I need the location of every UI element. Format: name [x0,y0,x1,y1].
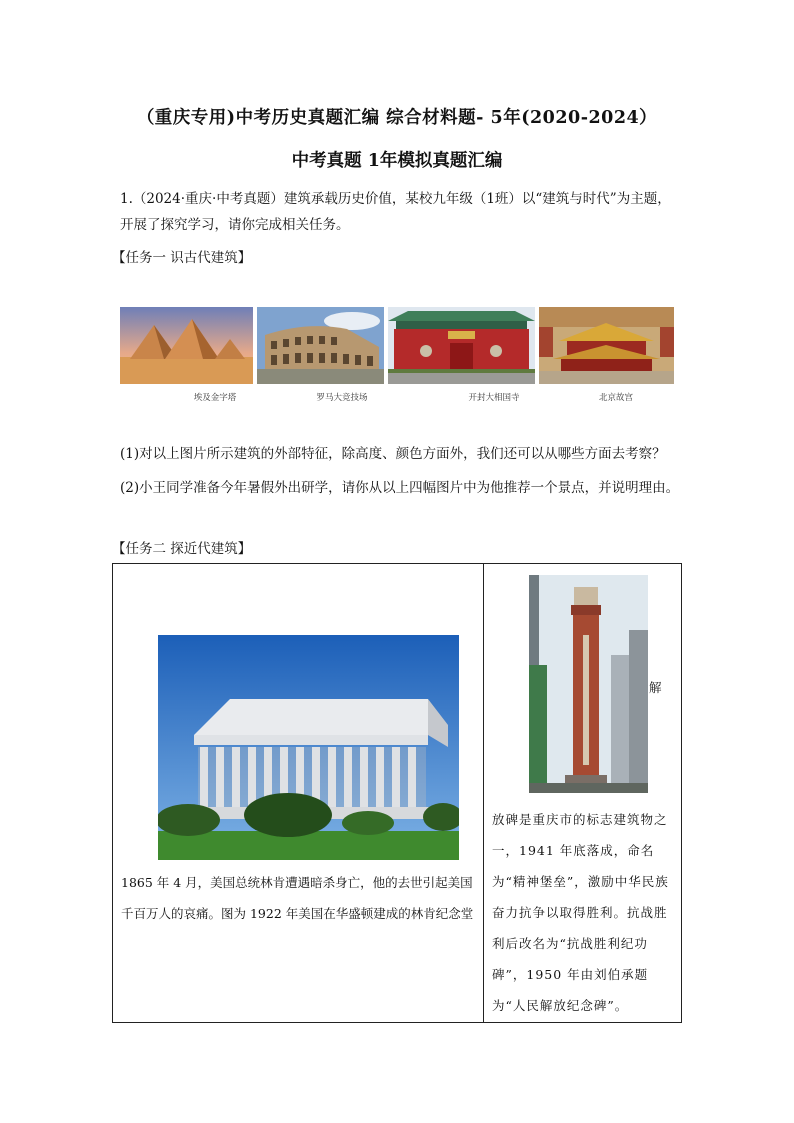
task1-label: 【任务一 识古代建筑】 [112,250,252,266]
temple-photo [388,307,535,384]
lincoln-memorial-photo [158,635,459,860]
colosseum-photo [257,307,384,384]
caption-pyramids: 埃及金字塔 [193,393,237,403]
forbidden-city-photo [539,307,674,384]
title-line-2: 中考真题 1年模拟真题汇编 [291,151,503,171]
ancient-buildings-photos [120,307,676,387]
sub-question-1: (1)对以上图片所示建筑的外部特征，除高度、颜色方面外，我们还可以从哪些方面去考察？ [120,446,666,462]
caption-colosseum: 罗马大竞技场 [316,393,368,403]
pyramids-photo [120,307,253,384]
title-line-1: （重庆专用)中考历史真题汇编 综合材料题- 5年(2020-2024） [136,108,658,128]
caption-temple: 开封大相国寺 [468,393,520,403]
lincoln-memorial-description: 1865 年 4 月，美国总统林肯遭遇暗杀身亡，他的去世引起美国千百万人的哀痛。图为 1922 年美国在华盛顿建成的林肯纪念堂 [121,875,474,921]
sub-question-2: (2)小王同学准备今年暑假外出研学，请你从以上四幅图片中为他推荐一个景点，并说明理由。 [120,480,680,496]
task2-label: 【任务二 探近代建筑】 [112,541,252,557]
comparison-table [112,563,682,1023]
caption-forbidden-city: 北京故宫 [598,393,633,403]
liberation-monument-photo [529,575,648,793]
table-divider [483,564,484,1022]
question-intro: 1.（2024·重庆·中考真题）建筑承载历史价值，某校九年级（1班）以“建筑与时代”为主题，开展了探究学习，请你完成相关任务。 [120,191,671,233]
liberation-monument-description: 放碑是重庆市的标志建筑物之一，1941 年底落成，命名为“精神堡垒”，激励中华民族奋力抗争以取得胜利。抗战胜利后改名为“抗战胜利纪功碑”，1950 年由刘伯承题为“人民解放纪念碑”。 [492,812,669,1013]
monument-text-first-char: 解 [649,680,662,695]
